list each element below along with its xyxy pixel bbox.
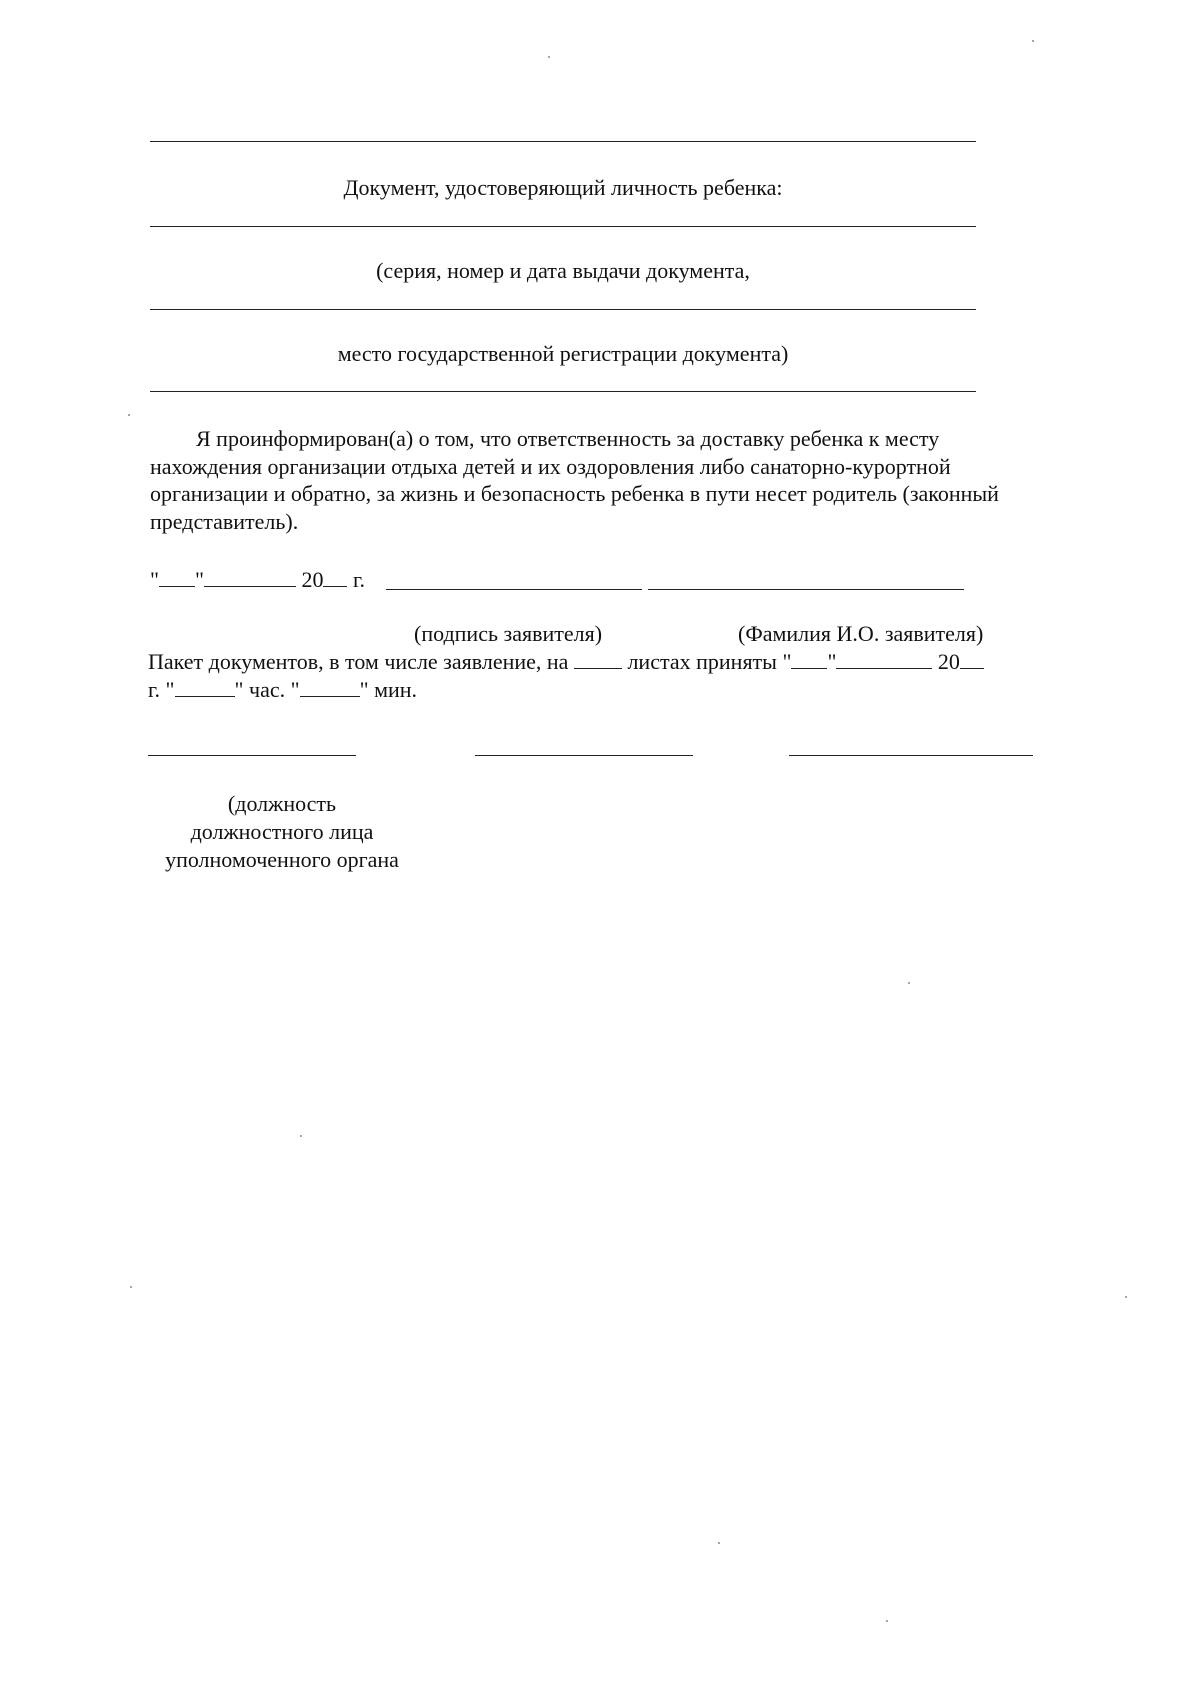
blank-line-1	[150, 141, 976, 142]
signature-blank	[386, 589, 642, 590]
official-position-blank	[148, 755, 356, 756]
responsibility-text: Я проинформирован(а) о том, что ответственность за доставку ребенка к месту нахождения организации отдыха детей и их оздоровления либо санаторно-курортной организации и обратно, за жизнь и безопасность ребенка в пути несет родитель (законный представитель).	[150, 426, 999, 534]
id-document-detail-1: (серия, номер и дата выдачи документа,	[376, 258, 750, 283]
sheets-blank	[574, 648, 622, 669]
year-blank	[323, 566, 347, 587]
accept-month-blank	[836, 648, 932, 669]
hour-blank	[175, 676, 235, 697]
scan-speck	[130, 1286, 132, 1288]
scan-speck	[300, 1135, 302, 1137]
package-text-c: "	[827, 649, 837, 674]
blank-line-2	[150, 226, 976, 227]
minute-blank	[300, 676, 360, 697]
scan-speck	[548, 56, 550, 58]
package-time-c: " мин.	[359, 677, 418, 702]
scan-speck	[1125, 1296, 1127, 1298]
scan-speck	[718, 1542, 720, 1544]
id-document-caption: Документ, удостоверяющий личность ребенка:	[343, 175, 783, 200]
date-line	[150, 566, 365, 594]
blank-line-3	[150, 309, 976, 310]
id-document-detail-2: место государственной регистрации документа)	[337, 341, 789, 366]
name-blank	[648, 589, 964, 590]
month-blank	[204, 566, 296, 587]
package-text-d: 20	[937, 649, 960, 674]
accept-day-blank	[791, 648, 827, 669]
blank-line-4	[150, 391, 976, 392]
date-close-quote: "	[194, 567, 204, 592]
official-caption-line-3: уполномоченного органа	[165, 847, 399, 872]
scan-speck	[886, 1620, 888, 1622]
year-prefix: 20	[301, 567, 324, 592]
package-time-b: " час. "	[234, 677, 300, 702]
day-blank	[159, 566, 195, 587]
scan-speck	[128, 414, 130, 416]
official-signature-blank	[475, 755, 693, 756]
scan-speck	[1032, 40, 1034, 42]
package-line-1	[148, 648, 984, 676]
scan-speck	[908, 982, 910, 984]
official-name-blank	[789, 755, 1033, 756]
name-caption: (Фамилия И.О. заявителя)	[738, 621, 984, 646]
package-text-b: листах приняты "	[627, 649, 792, 674]
package-line-2	[148, 676, 417, 704]
official-caption-line-2: должностного лица	[190, 819, 374, 844]
responsibility-paragraph	[150, 425, 1050, 535]
package-text-a: Пакет документов, в том числе заявление, на	[148, 649, 569, 674]
accept-year-blank	[960, 648, 984, 669]
official-caption-line-1: (должность	[227, 791, 337, 816]
year-suffix: г.	[352, 567, 366, 592]
package-time-a: г. "	[148, 677, 175, 702]
signature-caption: (подпись заявителя)	[414, 621, 603, 646]
date-open-quote: "	[150, 567, 159, 592]
